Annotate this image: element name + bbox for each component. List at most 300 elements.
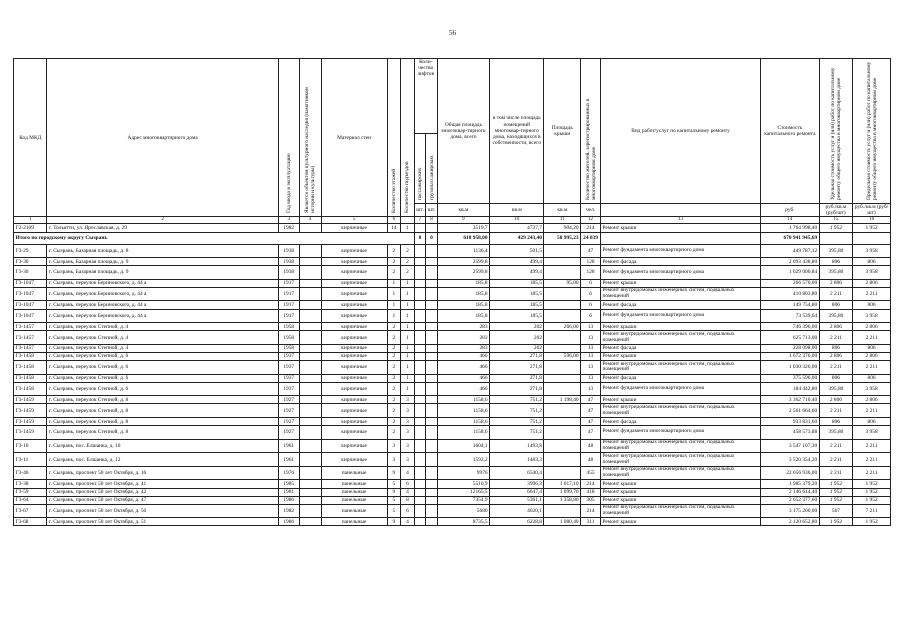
cell-residents: 13 [581,331,601,345]
header-lifts: Коли-чество лифтов [414,59,437,134]
cell-max-cost: 2 806 [853,279,891,287]
cell-owned-area: 185,5 [490,301,544,309]
col-number: 16 [853,217,891,224]
cell-year: 1917 [278,309,299,323]
cell-work-type: Ремонт внутридомовых инженерных систем, подвальных помещений [600,439,760,453]
cell-wall: кирпичные [321,266,387,280]
cell-roof-area [544,301,581,309]
cell-roof-area [544,404,581,418]
cell-code: Г3-1457 [14,344,47,352]
cell-address: г. Сызрань, переулок Степной, д. 8 [47,418,278,426]
cell-entrances: 1 [401,331,415,345]
cell-max-cost: 3 958 [853,266,891,280]
cell-roof-area: 1 017,10 [544,480,581,488]
cell-address: г. Сызрань, Базарная площадь, д. 8 [47,244,278,258]
cell-cost: 22 056 936,00 [761,466,820,480]
repair-program-table [13,58,891,526]
header-owned-area: в том числе площадь помещений многоквар-тирного дома, находящихся в собственности, всего [490,59,544,204]
cell-heritage [299,404,321,418]
cell-address: г. Сызрань, проспект 50 лет Октября, д. 51 [47,518,278,526]
cell-wall: кирпичные [321,439,387,453]
cell-roof-area: 266,00 [544,323,581,331]
cell-unit-cost: 806 [819,301,852,309]
cell-wall: кирпичные [321,426,387,440]
cell-work-type: Ремонт фундамента многоквартирного дома [600,266,760,280]
cell-work-type: Ремонт крыши [600,352,760,360]
cell-unit-cost: 395,80 [819,266,852,280]
cell-lifts-passenger [414,504,426,518]
header-lifts-passenger: пассажирских [417,167,423,200]
cell-year: 1982 [278,504,299,518]
cell-code: Г3-1457 [14,331,47,345]
cell-total-area: 283 [437,331,489,345]
cell-work-type: Ремонт внутридомовых инженерных систем, подвальных помещений [600,287,760,301]
cell-heritage [299,279,321,287]
cell-wall: кирпичные [321,224,387,232]
col-number: 9 [437,217,489,224]
cell-unit-cost: 806 [819,258,852,266]
cell-unit-cost: 806 [819,344,852,352]
cell-lifts-passenger [414,404,426,418]
cell-heritage [299,361,321,375]
cell-roof-area [544,504,581,518]
cell-max-cost: 3 958 [853,309,891,323]
cell-roof-area: 95,00 [544,279,581,287]
cell-max-cost: 2 211 [853,466,891,480]
col-number: 7 [414,217,426,224]
cell-lifts-freight [426,396,438,404]
cell-code: Г3-1047 [14,287,47,301]
cell-total-area: 2599,8 [437,258,489,266]
cell-entrances: 3 [401,453,415,467]
cell-work-type: Ремонт фасада [600,344,760,352]
table-row [14,266,891,280]
table-row [14,309,891,323]
cell-floors: 2 [387,396,401,404]
cell-residents: 47 [581,396,601,404]
cell-lifts-freight [426,404,438,418]
cell-floors: 2 [387,404,401,418]
cell-residents: 214 [581,504,601,518]
page-number: 56 [449,29,456,37]
cell-wall: кирпичные [321,344,387,352]
unit-m2: кв.м [437,204,489,217]
cell-residents: 305 [581,496,601,504]
cell-roof-area [544,439,581,453]
cell-code: Г3-29 [14,244,47,258]
cell-unit-cost: 2 806 [819,279,852,287]
cell-roof-area [544,361,581,375]
table-row [14,331,891,345]
cell-residents: 47 [581,418,601,426]
cell-work-type: Ремонт крыши [600,279,760,287]
cell-wall: панельные [321,480,387,488]
cell-work-type: Ремонт внутридомовых инженерных систем, подвальных помещений [600,361,760,375]
cell-address: г. Сызрань, переулок Степной, д. 8 [47,404,278,418]
cell-total-area: 9976 [437,466,489,480]
cell-wall: кирпичные [321,309,387,323]
cell-entrances: 2 [401,266,415,280]
cell-unit-cost: 1 952 [819,496,852,504]
cell-lifts-passenger [414,488,426,496]
cell-residents: 128 [581,258,601,266]
unit-rub: руб. [761,204,820,217]
cell-cost: 2 652 377,60 [761,496,820,504]
cell-floors: 5 [387,504,401,518]
cell-lifts-freight [426,518,438,526]
cell-address: г. Сызрань, пос. Елшанка, д. 10 [47,439,278,453]
cell-floors: 3 [387,453,401,467]
cell-year: 1937 [278,352,299,360]
cell-lifts-freight [426,266,438,280]
cell-total-area: 7354,9 [437,496,489,504]
cell-total-area: 466 [437,352,489,360]
cell-code: Г3-1459 [14,396,47,404]
cell-code: Г3-1458 [14,352,47,360]
table-row [14,344,891,352]
cell-entrances: 1 [401,301,415,309]
cell-year: 1981 [278,488,299,496]
cell-entrances: 1 [401,309,415,323]
cell-max-cost: 806 [853,418,891,426]
table-row [14,301,891,309]
unit-pcs: шт. [414,204,426,217]
col-number: 5 [321,217,387,224]
cell-unit-cost: 2 211 [819,453,852,467]
cell-work-type: Ремонт фундамента многоквартирного дома [600,244,760,258]
table-row [14,361,891,375]
cell-address: г. Сызрань, проспект 50 лет Октября, д. 41 [47,480,278,488]
cell-floors: 2 [387,361,401,375]
cell-lifts-passenger [414,309,426,323]
cell-unit-cost: 2 211 [819,331,852,345]
cell-cost: 2 561 664,60 [761,404,820,418]
cell-roof-area [544,331,581,345]
cell-lifts-passenger [414,361,426,375]
cell-owned-area: 185,5 [490,309,544,323]
cell-year: 1927 [278,418,299,426]
cell-code: Г3-1047 [14,309,47,323]
table-row [14,224,891,232]
cell-year: 1986 [278,518,299,526]
cell-owned-area: 202 [490,344,544,352]
cell-address: г. Сызрань, Базарная площадь, д. 9 [47,258,278,266]
header-residents: Количество жителей, зарегистрированных в многоквартирном доме [584,98,597,200]
cell-owned-area: 751,2 [490,404,544,418]
cell-wall: кирпичные [321,331,387,345]
cell-residents: 6 [581,309,601,323]
cell-max-cost: 806 [853,344,891,352]
total-label: Итого по городскому округу Сызрань [14,232,415,244]
cell-cost: 149 754,80 [761,301,820,309]
cell-entrances: 2 [401,244,415,258]
cell-residents: 48 [581,453,601,467]
cell-cost: 746 396,00 [761,323,820,331]
cell-roof-area: 904,20 [544,224,581,232]
header-unit-cost: Удельная стоимость услуг и (или) работ по капитальному ремонту общего имущества в многоквартирном доме [829,67,842,200]
cell-wall: кирпичные [321,301,387,309]
cell-entrances: 3 [401,426,415,440]
cell-roof-area [544,418,581,426]
cell-max-cost: 1 952 [853,518,891,526]
cell-address: г. Сызрань, проспект 50 лет Октября, д. 42 [47,488,278,496]
cell-lifts-passenger [414,439,426,453]
cell-floors: 14 [387,224,401,232]
cell-cost: 449 787,12 [761,244,820,258]
cell-address: г. Сызрань, переулок Бериновского, д. 44 а [47,309,278,323]
cell-max-cost: 2 211 [853,287,891,301]
cell-cost: 2 146 614,40 [761,488,820,496]
cell-residents: 311 [581,518,601,526]
cell-entrances: 3 [401,418,415,426]
cell-code: Г3-68 [14,518,47,526]
cell-owned-area: 751,2 [490,396,544,404]
cell-residents: 214 [581,480,601,488]
header-total-area: Общая площадь многоквар-тирного дома, всего [437,59,489,204]
cell-cost: 1 029 000,84 [761,266,820,280]
cell-total-area: 185,8 [437,287,489,301]
cell-owned-area: 202 [490,331,544,345]
cell-year: 1961 [278,439,299,453]
cell-floors: 9 [387,518,401,526]
table-row [14,279,891,287]
cell-lifts-freight [426,323,438,331]
total-owned-area: 429 243,40 [490,232,544,244]
table-row [14,496,891,504]
cell-lifts-freight [426,426,438,440]
header-heritage: Является объектом культурного наследия (памятником истории и культуры) [304,87,317,214]
cell-code: Г3-1458 [14,374,47,382]
cell-year: 1937 [278,382,299,396]
cell-unit-cost: 395,80 [819,426,852,440]
cell-cost: 2 120 652,80 [761,518,820,526]
cell-total-area: 283 [437,323,489,331]
total-area: 618 958,00 [437,232,489,244]
cell-lifts-freight [426,439,438,453]
cell-lifts-passenger [414,480,426,488]
table-row [14,404,891,418]
cell-address: г. Сызрань, переулок Степной, д. 8 [47,426,278,440]
cell-year: 1986 [278,496,299,504]
cell-residents: 214 [581,224,601,232]
cell-heritage [299,488,321,496]
col-number: 13 [600,217,760,224]
cell-work-type: Ремонт фундамента многоквартирного дома [600,309,760,323]
cell-max-cost: 2 806 [853,396,891,404]
cell-year: 1938 [278,244,299,258]
cell-work-type: Ремонт фасада [600,374,760,382]
cell-cost: 3 547 107,30 [761,439,820,453]
cell-owned-area: 6228,8 [490,518,544,526]
cell-lifts-freight [426,258,438,266]
cell-floors: 2 [387,352,401,360]
col-number: 4 [299,217,321,224]
cell-roof-area [544,382,581,396]
cell-address: г. Сызрань, переулок Бериновского, д. 44 а [47,287,278,301]
cell-year: 1927 [278,404,299,418]
table-row [14,287,891,301]
total-residents: 24 039 [581,232,601,244]
cell-floors: 2 [387,374,401,382]
cell-lifts-freight [426,374,438,382]
header-code: Код МКД [14,59,47,217]
total-cost: 670 941 945,69 [761,232,820,244]
cell-lifts-freight [426,331,438,345]
cell-unit-cost: 2 211 [819,404,852,418]
cell-wall: кирпичные [321,352,387,360]
col-number: 12 [581,217,601,224]
cell-work-type: Ремонт фасада [600,258,760,266]
col-number: 1 [14,217,47,224]
cell-owned-area: 499,4 [490,266,544,280]
cell-floors: 1 [387,309,401,323]
cell-owned-area: 271,8 [490,361,544,375]
cell-work-type: Ремонт внутридомовых инженерных систем, подвальных помещений [600,504,760,518]
cell-code: Г3-1458 [14,361,47,375]
cell-lifts-passenger [414,279,426,287]
cell-year: 1937 [278,374,299,382]
cell-work-type: Ремонт крыши [600,224,760,232]
cell-lifts-freight [426,309,438,323]
cell-total-area: 1158,6 [437,426,489,440]
cell-entrances: 3 [401,439,415,453]
cell-max-cost: 806 [853,258,891,266]
column-numbers-row [14,217,891,224]
cell-cost: 266 570,00 [761,279,820,287]
cell-roof-area: 1 198,40 [544,396,581,404]
cell-heritage [299,266,321,280]
cell-address: г. Сызрань, проспект 50 лет Октября, д. 47 [47,496,278,504]
cell-heritage [299,258,321,266]
cell-residents: 6 [581,301,601,309]
cell-residents: 13 [581,361,601,375]
cell-roof-area: 1 080,40 [544,518,581,526]
cell-address: г. Сызрань, Базарная площадь, д. 9 [47,266,278,280]
cell-address: г. Сызрань, переулок Степной, д. 6 [47,352,278,360]
header-max-cost: Предельная стоимость услуг и (или) работ по капитальному ремонту общего имущества в многоквартирном доме [865,61,878,200]
cell-address: г. Сызрань, проспект 50 лет Октября, д. 16 [47,466,278,480]
cell-unit-cost: 2 806 [819,352,852,360]
cell-owned-area: 271,8 [490,382,544,396]
cell-lifts-freight [426,279,438,287]
cell-owned-area: 202 [490,323,544,331]
cell-heritage [299,396,321,404]
cell-address: г. Сызрань, переулок Бериновского, д. 44 а [47,301,278,309]
cell-lifts-passenger [414,244,426,258]
cell-wall: кирпичные [321,323,387,331]
cell-address: г. Сызрань, переулок Степной, д. 8 [47,396,278,404]
cell-floors: 2 [387,344,401,352]
cell-code: Г3-1459 [14,418,47,426]
col-number: 14 [761,217,820,224]
cell-heritage [299,374,321,382]
cell-wall: панельные [321,466,387,480]
table-row [14,439,891,453]
header-roof-area: Площадь крыши [544,59,581,204]
cell-address: г. Сызрань, переулок Бериновского, д. 44 а [47,279,278,287]
col-number: 15 [819,217,852,224]
cell-heritage [299,439,321,453]
cell-heritage [299,496,321,504]
cell-roof-area: 1 358,80 [544,496,581,504]
unit-m2: кв.м [544,204,581,217]
cell-owned-area: 185,5 [490,287,544,301]
cell-work-type: Ремонт фундамента многоквартирного дома [600,426,760,440]
cell-total-area: 5680 [437,504,489,518]
cell-year: 1976 [278,466,299,480]
cell-entrances: 1 [401,382,415,396]
cell-max-cost: 2 806 [853,352,891,360]
cell-code: Г3-30 [14,266,47,280]
cell-code: Г3-1047 [14,301,47,309]
cell-lifts-passenger [414,453,426,467]
cell-wall: кирпичные [321,361,387,375]
total-lifts-freight: 0 [426,232,438,244]
cell-roof-area [544,244,581,258]
cell-lifts-passenger [414,258,426,266]
cell-unit-cost: 2 211 [819,361,852,375]
col-number: 3 [278,217,299,224]
cell-lifts-passenger [414,224,426,232]
cell-work-type: Ремонт крыши [600,488,760,496]
table-row [14,396,891,404]
cell-owned-area: 185,5 [490,279,544,287]
cell-work-type: Ремонт внутридомовых инженерных систем, подвальных помещений [600,331,760,345]
cell-max-cost: 1 952 [853,224,891,232]
cell-entrances: 4 [401,488,415,496]
cell-residents: 128 [581,266,601,280]
cell-heritage [299,287,321,301]
cell-lifts-freight [426,480,438,488]
cell-floors: 2 [387,382,401,396]
cell-work-type: Ремонт фасада [600,418,760,426]
cell-lifts-freight [426,382,438,396]
cell-owned-area: 4737,7 [490,224,544,232]
cell-max-cost: 1 952 [853,488,891,496]
cell-address: г. Сызрань, проспект 50 лет Октября, д. 50 [47,504,278,518]
cell-unit-cost: 1 952 [819,480,852,488]
cell-wall: кирпичные [321,287,387,301]
cell-cost: 458 573,88 [761,426,820,440]
cell-roof-area [544,258,581,266]
data-rows [14,244,891,526]
cell-total-area: 1158,6 [437,418,489,426]
cell-entrances: 4 [401,466,415,480]
cell-heritage [299,504,321,518]
cell-entrances: 2 [401,258,415,266]
cell-lifts-freight [426,244,438,258]
unit-rub-m2: руб./кв.м (руб/шт) [853,204,891,217]
cell-total-area: 8735,5 [437,518,489,526]
cell-wall: панельные [321,518,387,526]
cell-owned-area: 501,5 [490,244,544,258]
unit-pcs: шт. [426,204,438,217]
cell-year: 1938 [278,258,299,266]
cell-floors: 2 [387,258,401,266]
cell-cost: 73 539,64 [761,309,820,323]
cell-entrances: 1 [401,224,415,232]
cell-address: г. Сызрань, переулок Степной, д. 6 [47,382,278,396]
cell-address: г. Сызрань, переулок Степной, д. 4 [47,323,278,331]
cell-owned-area: 5361,1 [490,496,544,504]
cell-lifts-passenger [414,374,426,382]
cell-heritage [299,224,321,232]
cell-lifts-freight [426,488,438,496]
cell-work-type: Ремонт внутридомовых инженерных систем, подвальных помещений [600,466,760,480]
cell-unit-cost: 395,80 [819,309,852,323]
cell-wall: кирпичные [321,244,387,258]
table-row [14,352,891,360]
